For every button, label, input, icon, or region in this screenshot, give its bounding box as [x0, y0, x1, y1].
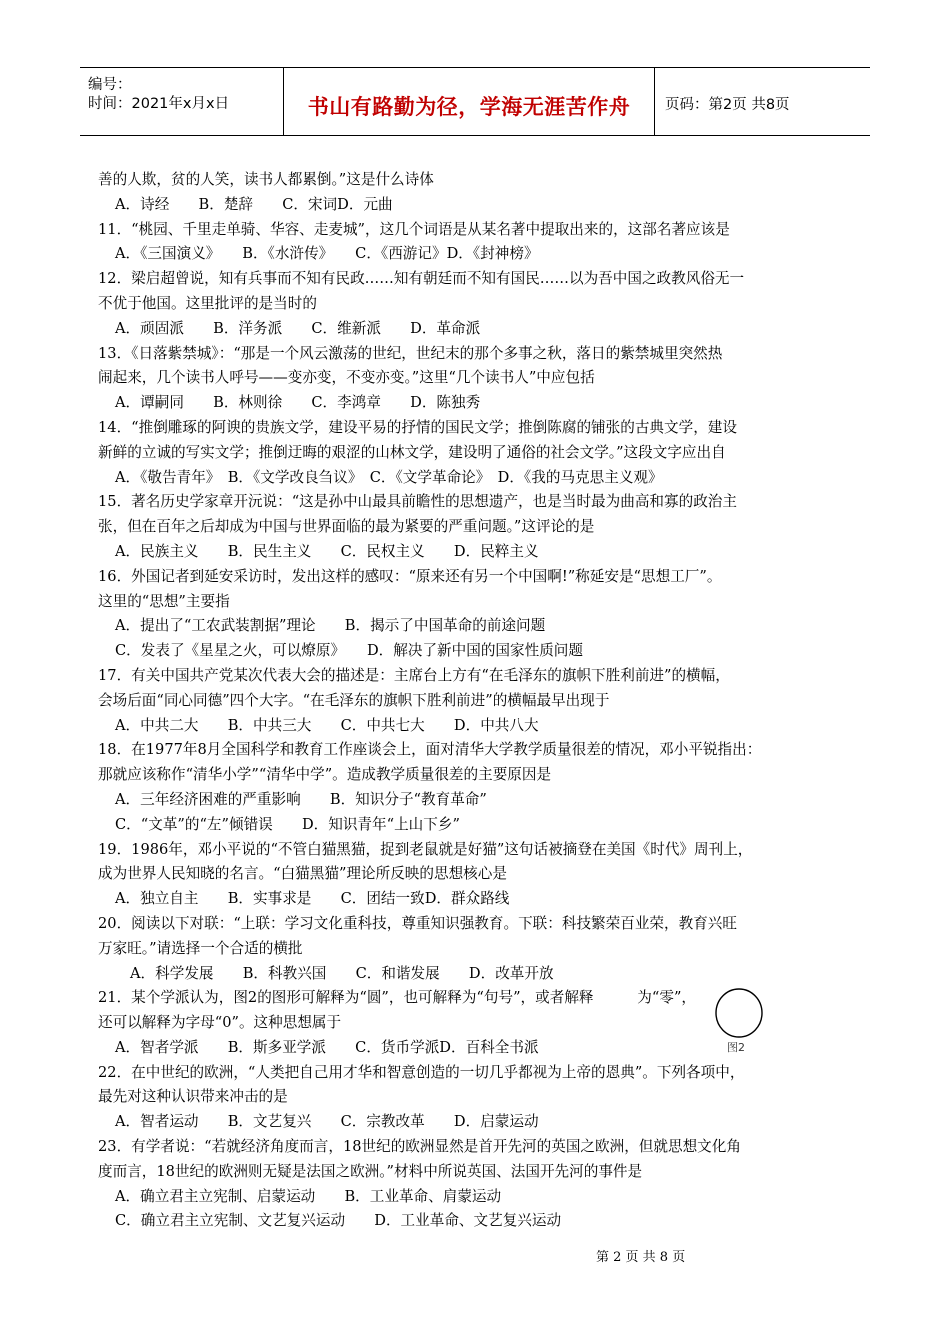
text-line: A．谭嗣同 B．林则徐 C．李鸿章 D．陈独秀 — [115, 394, 481, 412]
text-line: A．《敬告青年》 B．《文学改良刍议》 C．《文学革命论》 D．《我的马克思主义观》 — [115, 468, 663, 486]
header-motto-cell — [284, 68, 655, 135]
text-line: C．“文革”的“左”倾错误 D．知识青年“上山下乡” — [115, 815, 460, 833]
text-line: A．《三国演义》 B．《水浒传》 C．《西游记》D．《封神榜》 — [115, 245, 539, 263]
text-line: 20．阅读以下对联：“上联：学习文化重科技，尊重知识强教育。下联：科技繁荣百业荣，教育兴旺 — [98, 914, 737, 932]
text-line: 12．梁启超曾说，知有兵事而不知有民政……知有朝廷而不知有国民……以为吾中国之政教风俗无一 — [98, 270, 745, 288]
text-line: A．提出了“工农武装割据”理论 B．揭示了中国革命的前途问题 — [115, 617, 546, 635]
text-line: A．诗经 B．楚辞 C．宋词D．元曲 — [115, 195, 393, 213]
text-line: 19．1986年，邓小平说的“不管白猫黑猫，捉到老鼠就是好猫”这句话被摘登在美国《时代》周刊上， — [98, 840, 753, 858]
text-line: A．确立君主立宪制、启蒙运动 B．工业革命、肩蒙运动 — [115, 1187, 502, 1205]
text-line: 18．在1977年8月全国科学和教育工作座谈会上，面对清华大学教学质量很差的情况，邓小平锐指出： — [98, 741, 762, 759]
circle-figure — [713, 987, 765, 1053]
text-line: C．确立君主立宪制、文艺复兴运动 D．工业革命、文艺复兴运动 — [115, 1212, 562, 1230]
text-line: 22．在中世纪的欧洲，“人类把自己用才华和智意创造的一切几乎都视为上帝的恩典”。下列各项中， — [98, 1063, 745, 1081]
text-line: 新鲜的立诚的写实文学；推倒迂晦的艰涩的山林文学，建设明了通俗的社会文学。”这段文字应出自 — [98, 443, 726, 461]
text-line: 闹起来，几个读书人呼号——变亦变，不变亦变。”这里“几个读书人”中应包括 — [98, 369, 595, 387]
text-line: 11．“桃园、千里走单骑、华容、走麦城”，这几个词语是从某名著中提取出来的，这部名著应该是 — [98, 220, 730, 238]
text-line: 万家旺。”请选择一个合适的横批 — [98, 939, 303, 957]
text-line: A．中共二大 B．中共三大 C．中共七大 D．中共八大 — [115, 716, 539, 734]
text-line: C．发表了《星星之火，可以燎原》 D．解决了新中国的国家性质问题 — [115, 642, 583, 660]
figure-caption: 图2 — [727, 1041, 745, 1053]
text-line: 14．“推倒雕琢的阿谀的贵族文学，建设平易的抒情的国民文学；推倒陈腐的铺张的古典文学，建设 — [98, 418, 737, 436]
question-body — [98, 168, 858, 1234]
text-line: 17．有关中国共产党某次代表大会的描述是：主席台上方有“在毛泽东的旗帜下胜利前进”的横幅， — [98, 666, 730, 684]
motto: 书山有路勤为径，学海无涯苦作舟 — [307, 95, 631, 119]
text-line: A．智者学派 B．斯多亚学派 C．货币学派D．百科全书派 — [115, 1038, 539, 1056]
text-line: 13．《日落紫禁城》：“那是一个风云激荡的世纪，世纪末的那个多事之秋，落日的紫禁城里突然热 — [98, 344, 723, 362]
text-line: 还可以解释为字母“0”。这种思想属于 — [98, 1014, 342, 1032]
text-line: 成为世界人民知晓的名言。“白猫黑猫”理论所反映的思想核心是 — [98, 865, 507, 883]
text-line: 那就应该称作“清华小学”“清华中学”。造成教学质量很差的主要原因是 — [98, 766, 552, 784]
text-line: 度而言，18世纪的欧洲则无疑是法国之欧洲。”材料中所说英国、法国开先河的事件是 — [98, 1162, 643, 1180]
header-meta-cell — [80, 68, 284, 135]
text-line: 张，但在百年之后却成为中国与世界面临的最为紧要的严重问题。”这评论的是 — [98, 518, 595, 536]
text-line: A．民族主义 B．民生主义 C．民权主义 D．民粹主义 — [115, 542, 539, 560]
text-line: 善的人欺，贫的人笑，读书人都累倒。”这是什么诗体 — [98, 171, 434, 188]
time-label: 时间：2021年x月x日 — [88, 96, 230, 112]
text-line: 21．某个学派认为，图2的图形可解释为“圆”，也可解释为“句号”，或者解释 为“零”， — [98, 989, 696, 1007]
circle-shape — [716, 989, 762, 1037]
text-line: A．顽固派 B．洋务派 C．维新派 D．革命派 — [115, 319, 481, 337]
text-line: A．智者运动 B．文艺复兴 C．宗教改革 D．启蒙运动 — [115, 1113, 539, 1131]
text-line: 最先对这种认识带来冲击的是 — [98, 1088, 288, 1106]
number-label: 编号： — [88, 77, 132, 93]
page-footer: 第 2 页 共 8 页 — [596, 1250, 686, 1265]
page-info: 页码：第2页 共8页 — [665, 97, 790, 113]
text-line: 会场后面“同心同德”四个大字。“在毛泽东的旗帜下胜利前进”的横幅最早出现于 — [98, 691, 610, 709]
text-line: A．独立自主 B．实事求是 C．团结一致D．群众路线 — [115, 890, 510, 908]
text-line: A．三年经济困难的严重影响 B．知识分子“教育革命” — [115, 790, 487, 808]
text-line: A．科学发展 B．科教兴国 C．和谐发展 D．改革开放 — [130, 964, 554, 982]
text-line: 不优于他国。这里批评的是当时的 — [98, 294, 317, 312]
page-header — [80, 67, 870, 136]
figure-2 — [713, 987, 765, 1053]
text-line: 这里的“思想”主要指 — [98, 592, 230, 610]
header-page-cell — [655, 68, 870, 135]
text-line: 15．著名历史学家章开沅说：“这是孙中山最具前瞻性的思想遗产，也是当时最为曲高和寡的政治主 — [98, 493, 737, 511]
text-line: 16．外国记者到延安采访时，发出这样的感叹：“原来还有另一个中国啊!”称延安是“思想工厂”。 — [98, 567, 722, 585]
text-line: 23．有学者说：“若就经济角度而言，18世纪的欧洲显然是首开先河的英国之欧洲，但就思想文化角 — [98, 1138, 741, 1156]
